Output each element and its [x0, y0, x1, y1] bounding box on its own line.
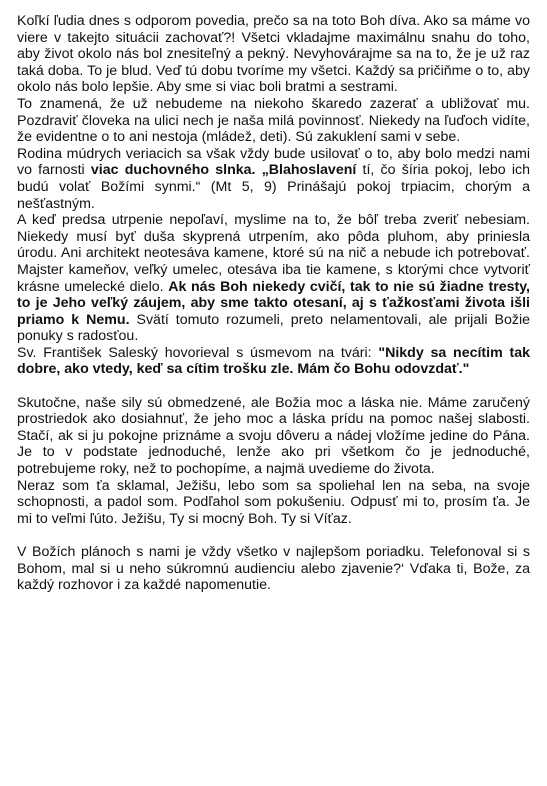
paragraph-4-bold: Ak nás Boh niekedy cvičí, tak to nie sú žiadne tresty, to je Jeho veľký záujem, aby sme takto otesaní, aj s ťažkosťami života išli priamo k Nemu.	[17, 278, 530, 328]
paragraph-4-text-b: Svätí tomuto rozumeli, preto nelamentovali, ale prijali Božie ponuky s radosťou.	[17, 311, 530, 345]
paragraph-3-text-a: Rodina múdrych veriacich sa však vždy bude usilovať o to, aby bolo medzi nami vo farnosti	[17, 145, 530, 179]
paragraph-5-text: Sv. František Saleský hovorieval s úsmevom na tvári:	[17, 344, 379, 361]
paragraph-2	[17, 96, 530, 146]
paragraph-6-text: Skutočne, naše sily sú obmedzené, ale Božia moc a láska nie. Máme zaručený prostriedok ako dosiahnuť, že jeho moc a láska prídu na pomoc našej slabosti. Stačí, ak si ju pokojne priznáme a svoju dôveru a nádej vložíme jedine do Pána. Je to v podstate jednoduché, lenže ako pri všetkom čo je jednoduché, potrebujeme roky, než to pochopíme, a najmä uvedieme do života.	[17, 394, 530, 478]
paragraph-5	[17, 345, 530, 378]
paragraph-4-text-a: A keď predsa utrpenie nepoľaví, myslime na to, že bôľ treba zveriť nebesiam. Niekedy musí byť duša skyprená utrpením, ako pôda pluhom, aby priniesla úrodu. Ani architekt neotesáva kamene, ktoré sú na nič a nebude ich potrebovať. Majster kameňov, veľký umelec, otesáva iba tie kamene, s ktorými chce vytvoriť krásne umelecké dielo.	[17, 212, 530, 295]
paragraph-3-text-c: tí, čo šíria pokoj, lebo ich budú volať Božími synmi.“ (Mt 5, 9) Prinášajú pokoj trpiacim, chorým a nešťastným.	[17, 162, 530, 212]
paragraph-2-text: To znamená, že už nebudeme na niekoho škaredo zazerať a ubližovať mu. Pozdraviť človeka na ulici nech je naša milá povinnosť. Niekedy na ľuďoch vidíte, že evidentne o to ani nestoja (mládež, deti). Sú zakuklení sami v sebe.	[17, 95, 530, 146]
paragraph-3-bold-1: viac duchovného slnka.	[90, 162, 256, 179]
paragraph-1-text: Koľkí ľudia dnes s odporom povedia, prečo sa na toto Boh díva. Ako sa máme vo viere v takejto situácii zachovať?! Všetci vkladajme maximálnu snahu do toho, aby život okolo nás bol znesiteľný a pekný. Nevyhovárajme sa na to, že je už raz taká doba. To je blud. Veď tú dobu tvoríme my všetci. Každý sa pričiňme o to, aby okolo nás bolo lepšie. Aby sme si viac boli bratmi a sestrami.	[17, 13, 530, 96]
paragraph-6	[17, 395, 530, 478]
paragraph-3-bold-2: „Blahoslavení	[261, 162, 357, 179]
paragraph-5-quote: "Nikdy sa necítim tak dobre, ako vtedy, keď sa cítim trošku zle. Mám čo Bohu odovzdať."	[17, 344, 530, 378]
paragraph-3	[17, 146, 530, 212]
paragraph-8-text: V Božích plánoch s nami je vždy všetko v najlepšom poriadku. Telefonoval si s Bohom, mal si u neho súkromnú audienciu alebo zjavenie?‘ Vďaka ti, Bože, za každý rozhovor i za každé napomenutie.	[17, 544, 530, 594]
paragraph-7	[17, 478, 530, 528]
paragraph-1	[17, 13, 530, 96]
paragraph-8	[17, 544, 530, 594]
document-body	[17, 13, 530, 594]
paragraph-4	[17, 212, 530, 345]
paragraph-7-text: Neraz som ťa sklamal, Ježišu, lebo som sa spoliehal len na seba, na svoje schopnosti, a padol som. Podľahol som pokušeniu. Odpusť mi to, prosím ťa. Je mi to veľmi ľúto. Ježišu, Ty si mocný Boh. Ty si Víťaz.	[17, 477, 530, 527]
